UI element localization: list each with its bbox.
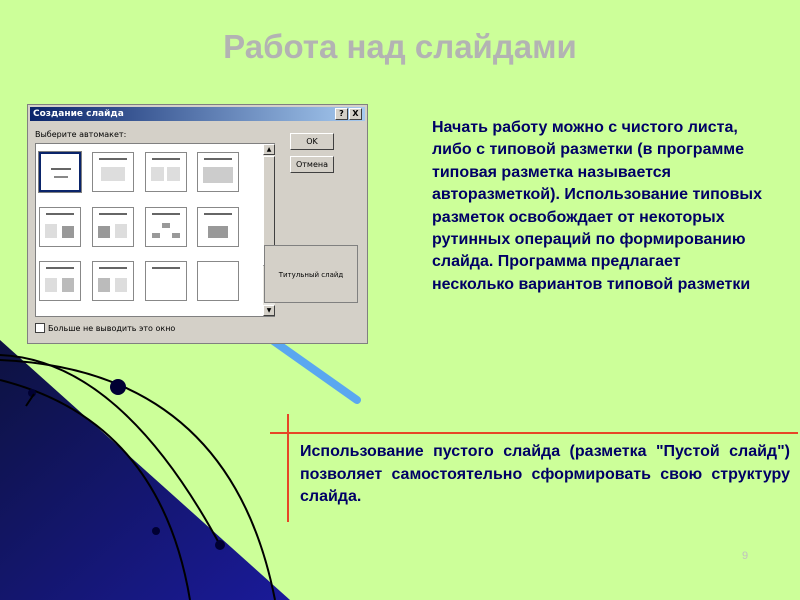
layout-thumb-text-clipart[interactable] bbox=[39, 261, 81, 301]
layout-thumb-two-columns[interactable] bbox=[145, 152, 187, 192]
layout-thumb-title[interactable] bbox=[39, 152, 81, 192]
layout-thumb-org-chart[interactable] bbox=[145, 207, 187, 247]
page-number: 9 bbox=[742, 550, 749, 562]
main-paragraph: Начать работу можно с чистого листа, либо с типовой разметки (в программе типовая разметка называется авторазметкой). Использование типовых разметок освобождает от некоторых рутинных операций по формированию слайда. Программа предлагает несколько вариантов типовой разметки bbox=[432, 119, 762, 293]
layout-thumb-table[interactable] bbox=[197, 152, 239, 192]
layout-thumb-clipart-text[interactable] bbox=[92, 261, 134, 301]
checkbox-label: Больше не выводить это окно bbox=[48, 323, 176, 333]
slide-title: Работа над слайдами bbox=[223, 28, 577, 65]
accent-vertical-line bbox=[287, 414, 289, 522]
dialog-titlebar bbox=[30, 107, 365, 121]
accent-horizontal-line bbox=[270, 432, 798, 434]
ok-button[interactable]: OK bbox=[290, 133, 334, 150]
scroll-up-icon[interactable]: ▲ bbox=[263, 144, 275, 155]
preview-label: Титульный слайд bbox=[278, 271, 344, 279]
help-button[interactable]: ? bbox=[335, 108, 348, 120]
checkbox-box[interactable] bbox=[35, 323, 45, 333]
layout-thumb-text-chart[interactable] bbox=[39, 207, 81, 247]
new-slide-dialog bbox=[27, 104, 368, 344]
autolayout-prompt: Выберите автомакет: bbox=[35, 130, 127, 139]
dialog-title: Создание слайда bbox=[33, 109, 124, 119]
layout-thumb-chart[interactable] bbox=[197, 207, 239, 247]
layout-preview bbox=[264, 245, 358, 303]
close-button[interactable]: X bbox=[349, 108, 362, 120]
layout-thumb-bullets[interactable] bbox=[92, 152, 134, 192]
scroll-down-icon[interactable]: ▼ bbox=[263, 305, 275, 316]
cancel-button[interactable]: Отмена bbox=[290, 156, 334, 173]
dont-show-checkbox[interactable] bbox=[35, 323, 175, 333]
layout-thumb-chart-text[interactable] bbox=[92, 207, 134, 247]
layout-thumb-blank[interactable] bbox=[197, 261, 239, 301]
layout-thumb-title-only[interactable] bbox=[145, 261, 187, 301]
blank-slide-paragraph: Использование пустого слайда (разметка "Пустой слайд") позволяет самостоятельно сформировать свою структуру слайда. bbox=[300, 443, 790, 505]
layout-thumbnails bbox=[35, 143, 275, 317]
